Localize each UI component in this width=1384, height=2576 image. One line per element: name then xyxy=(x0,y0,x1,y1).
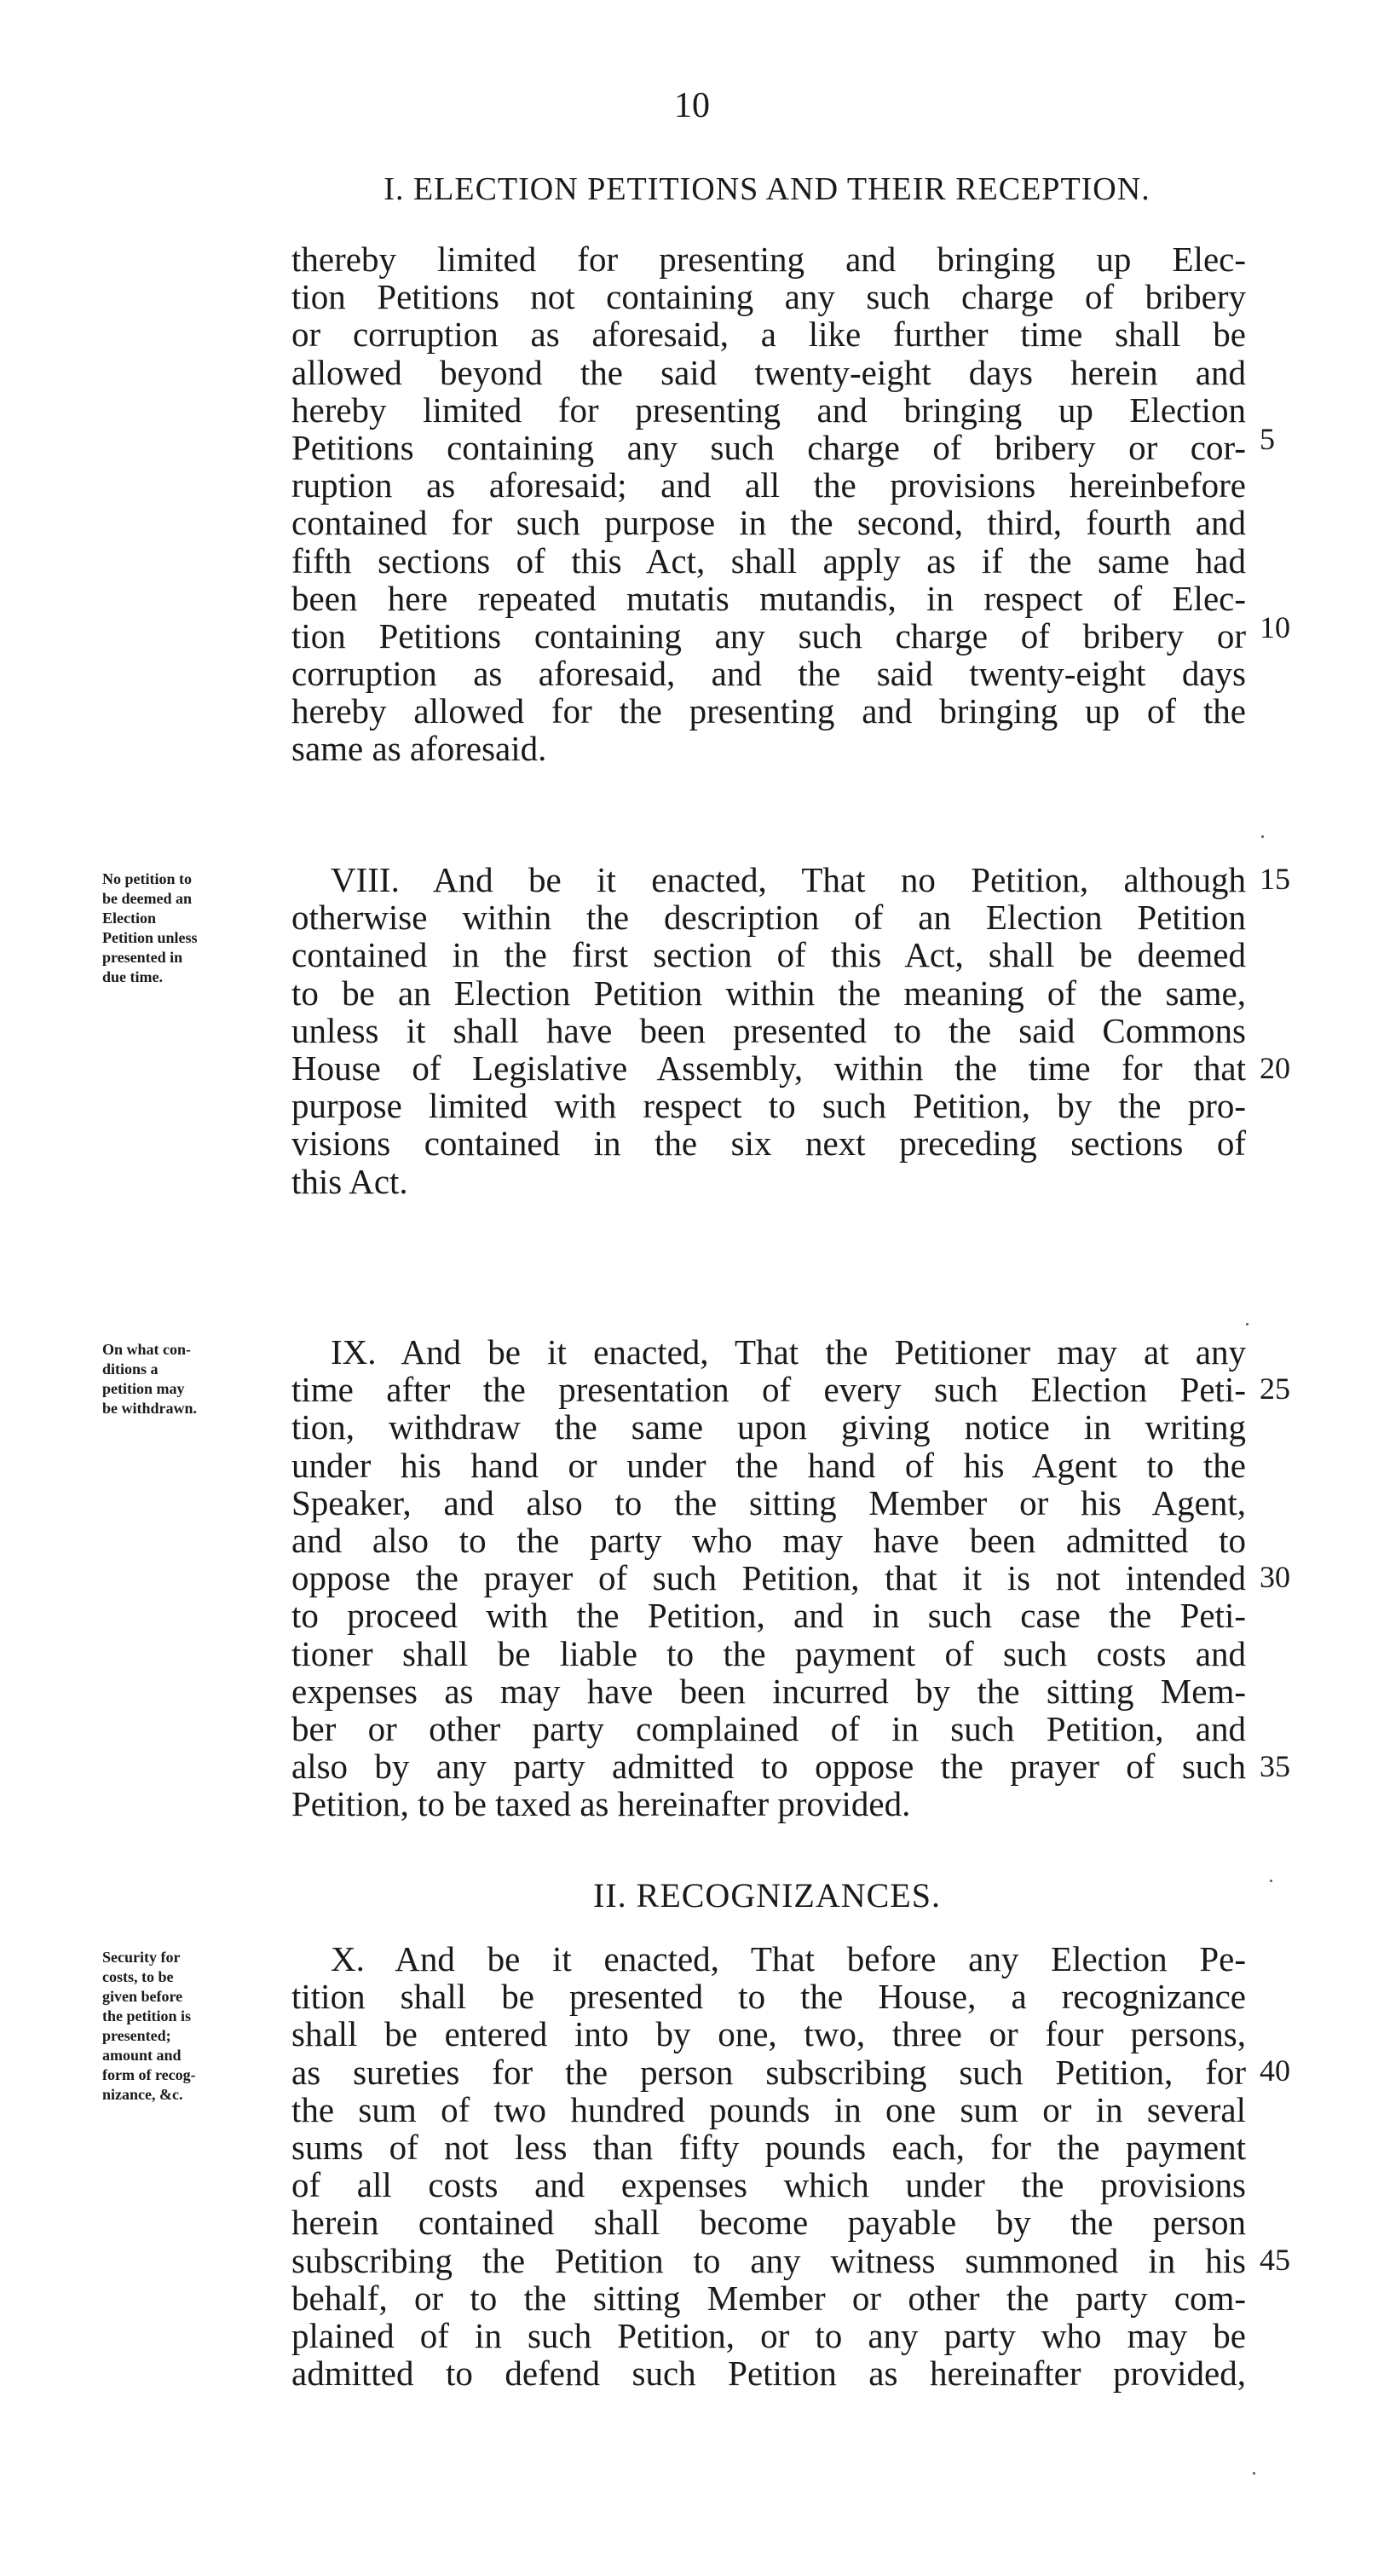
text-line: otherwise within the description of an Election Petition xyxy=(291,898,1246,938)
text-line: tition shall be presented to the House, a recognizance xyxy=(291,1977,1246,2017)
para-continued xyxy=(291,240,1246,768)
text-line: contained in the first section of this Act, shall be deemed xyxy=(291,935,1246,975)
margin-note-line: be withdrawn. xyxy=(102,1400,198,1417)
text-line: sums of not less than fifty pounds each, for the payment xyxy=(291,2127,1246,2167)
text-line: and also to the party who may have been admitted to xyxy=(291,1520,1246,1560)
line-number: 35 xyxy=(1260,1749,1290,1783)
line-number: 30 xyxy=(1260,1560,1290,1594)
margin-note-line: Security for xyxy=(102,1949,181,1966)
text-line: of all costs and expenses which under the provisions xyxy=(291,2165,1246,2205)
text-line: or corruption as aforesaid, a like further time shall be xyxy=(291,315,1246,355)
text-line: as sureties for the person subscribing such Petition, for xyxy=(291,2052,1246,2092)
scan-speck xyxy=(1270,1880,1272,1882)
text-line: tion, withdraw the same upon giving notice in writing xyxy=(291,1407,1246,1447)
text-line: Petitions containing any such charge of bribery or cor- xyxy=(291,427,1246,467)
text-line: hereby allowed for the presenting and bringing up of the xyxy=(291,691,1246,731)
margin-note-line: ditions a xyxy=(102,1360,159,1378)
margin-note-line: given before xyxy=(102,1988,183,2005)
text-line: this Act. xyxy=(291,1161,408,1201)
page-number: 10 xyxy=(674,86,710,125)
line-number: 15 xyxy=(1260,862,1290,896)
margin-note-viii xyxy=(102,869,290,987)
text-line: the sum of two hundred pounds in one sum or in several xyxy=(291,2089,1246,2129)
section-x xyxy=(291,1940,1246,2392)
text-line: thereby limited for presenting and bringing up Elec- xyxy=(291,240,1246,279)
text-line: under his hand or under the hand of his Agent to the xyxy=(291,1445,1246,1485)
margin-note-ix xyxy=(102,1340,290,1418)
section-viii xyxy=(291,861,1246,1200)
margin-note-line: No petition to xyxy=(102,870,192,887)
line-number: 5 xyxy=(1260,422,1275,456)
scan-speck xyxy=(1253,2472,1255,2475)
text-line: been here repeated mutatis mutandis, in respect of Elec- xyxy=(291,578,1246,618)
text-line: fifth sections of this Act, shall apply as if the same had xyxy=(291,540,1246,580)
section-heading: II. RECOGNIZANCES. xyxy=(593,1876,941,1915)
margin-note-x xyxy=(102,1948,290,2105)
text-line: tioner shall be liable to the payment of such costs and xyxy=(291,1633,1246,1673)
line-number: 20 xyxy=(1260,1051,1290,1085)
text-line: tion Petitions not containing any such charge of bribery xyxy=(291,277,1246,317)
text-line: VIII. And be it enacted, That no Petition, although xyxy=(331,860,1246,899)
margin-note-line: Election xyxy=(102,910,156,927)
text-line: tion Petitions containing any such charge of bribery or xyxy=(291,615,1246,656)
text-line: behalf, or to the sitting Member or other the party com- xyxy=(291,2278,1246,2318)
margin-note-line: presented; xyxy=(102,2027,171,2044)
text-line: unless it shall have been presented to the said Commons xyxy=(291,1010,1246,1050)
text-line: plained of in such Petition, or to any party who may be xyxy=(291,2315,1246,2355)
margin-note-line: costs, to be xyxy=(102,1968,174,1985)
text-line: time after the presentation of every such Election Peti- xyxy=(291,1370,1246,1410)
text-line: IX. And be it enacted, That the Petitioner may at any xyxy=(331,1332,1246,1372)
text-line: Petition, to be taxed as hereinafter provided. xyxy=(291,1784,911,1824)
text-line: X. And be it enacted, That before any Election Pe- xyxy=(331,1939,1246,1978)
text-line: shall be entered into by one, two, three or four persons, xyxy=(291,2014,1246,2054)
margin-note-line: petition may xyxy=(102,1380,185,1397)
text-line: purpose limited with respect to such Petition, by the pro- xyxy=(291,1086,1246,1126)
margin-note-line: presented in xyxy=(102,949,183,966)
text-line: hereby limited for presenting and bringing up Election xyxy=(291,390,1246,430)
margin-note-line: Petition unless xyxy=(102,929,198,946)
line-number: 45 xyxy=(1260,2243,1290,2277)
text-line: subscribing the Petition to any witness summoned in his xyxy=(291,2240,1246,2280)
scan-speck xyxy=(1246,1323,1248,1326)
text-line: admitted to defend such Petition as hereinafter provided, xyxy=(291,2354,1246,2394)
margin-note-line: be deemed an xyxy=(102,890,192,907)
text-line: to be an Election Petition within the meaning of the same, xyxy=(291,973,1246,1013)
margin-note-line: nizance, &c. xyxy=(102,2086,183,2103)
line-number: 25 xyxy=(1260,1372,1290,1406)
line-number: 10 xyxy=(1260,610,1290,644)
text-line: corruption as aforesaid, and the said twenty-eight days xyxy=(291,654,1246,694)
running-head: I. ELECTION PETITIONS AND THEIR RECEPTION. xyxy=(383,171,1150,207)
text-line: same as aforesaid. xyxy=(291,729,547,769)
text-line: to proceed with the Petition, and in such case the Peti- xyxy=(291,1596,1246,1636)
text-line: oppose the prayer of such Petition, that it is not intended xyxy=(291,1558,1246,1598)
text-line: herein contained shall become payable by the person xyxy=(291,2203,1246,2243)
text-line: contained for such purpose in the second, third, fourth and xyxy=(291,503,1246,543)
text-line: allowed beyond the said twenty-eight days herein and xyxy=(291,352,1246,392)
margin-note-line: due time. xyxy=(102,968,163,985)
text-line: Speaker, and also to the sitting Member or his Agent, xyxy=(291,1482,1246,1522)
text-line: ber or other party complained of in such Petition, and xyxy=(291,1708,1246,1748)
margin-note-line: the petition is xyxy=(102,2007,192,2024)
margin-note-line: form of recog- xyxy=(102,2066,196,2083)
text-line: expenses as may have been incurred by the sitting Mem- xyxy=(291,1671,1246,1711)
line-number: 40 xyxy=(1260,2053,1290,2088)
text-line: visions contained in the six next preceding sections of xyxy=(291,1123,1246,1164)
scan-speck xyxy=(1261,835,1264,838)
section-ix xyxy=(291,1333,1246,1822)
margin-note-line: On what con- xyxy=(102,1341,192,1358)
text-line: House of Legislative Assembly, within the time for that xyxy=(291,1048,1246,1088)
text-line: ruption as aforesaid; and all the provisions hereinbefore xyxy=(291,465,1246,505)
margin-note-line: amount and xyxy=(102,2047,182,2064)
text-line: also by any party admitted to oppose the prayer of such xyxy=(291,1747,1246,1787)
